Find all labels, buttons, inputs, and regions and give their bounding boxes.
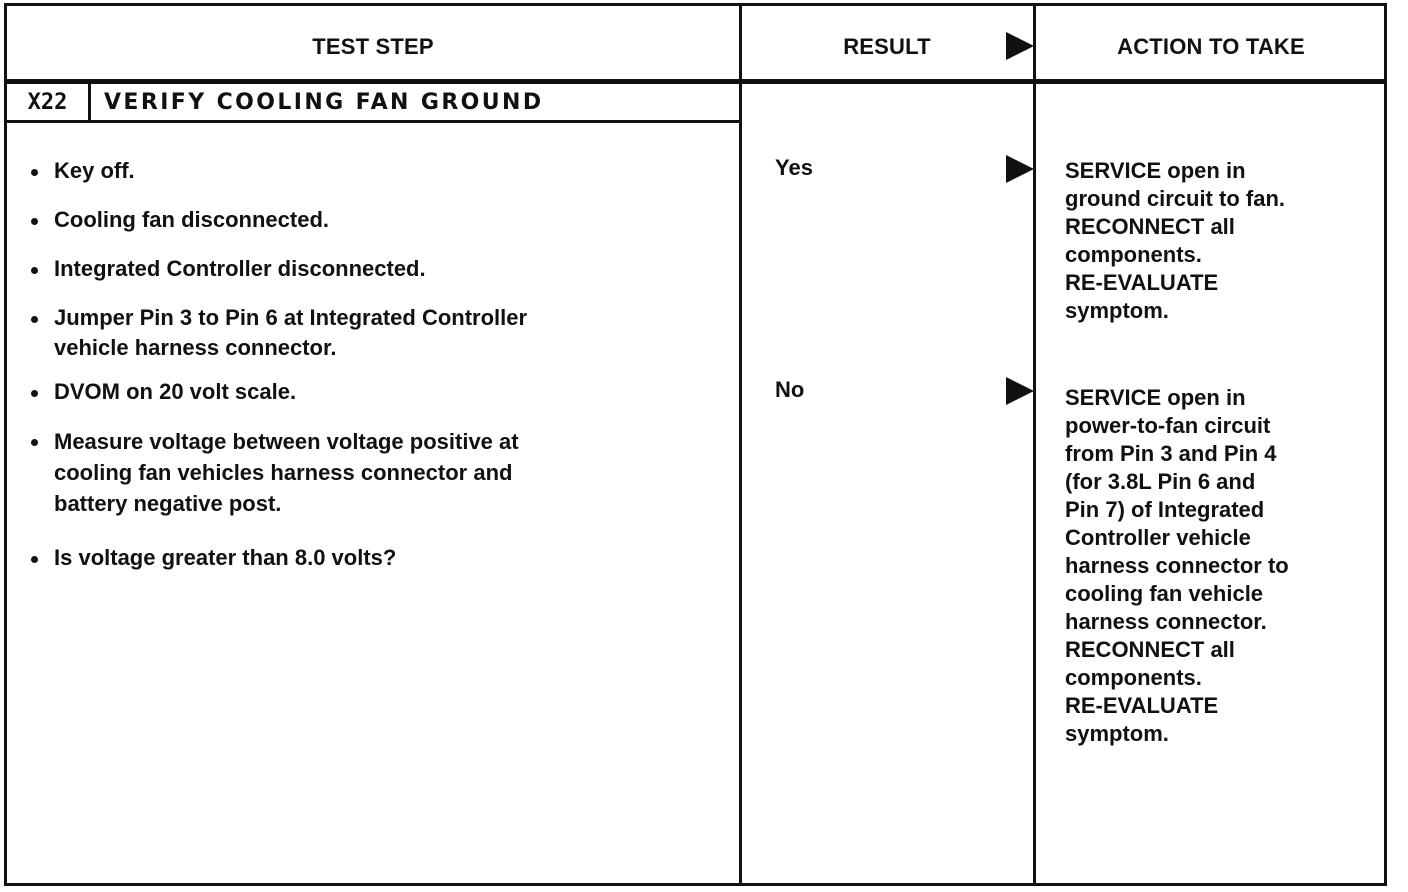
action-no [1065,384,1365,748]
bullet-icon [31,439,38,446]
list-item [28,377,588,407]
bullet-icon [31,267,38,274]
test-step-text: Key off. [54,158,135,183]
bullet-icon [31,169,38,176]
test-step-text: Jumper Pin 3 to Pin 6 at Integrated Controller vehicle harness connector. [54,305,528,360]
action-line: Pin 7) of Integrated [1065,497,1265,522]
arrow-right-icon [1006,32,1034,60]
action-line: power-to-fan circuit [1065,413,1271,438]
bullet-icon [31,316,38,323]
action-line: components. [1065,665,1202,690]
test-step-text: DVOM on 20 volt scale. [54,379,297,404]
result-no: No [775,377,805,402]
test-step-text: Integrated Controller disconnected. [54,256,426,281]
action-line: RECONNECT all [1065,214,1235,239]
header-rule-double [4,82,1387,84]
action-line: RE-EVALUATE [1065,693,1219,718]
action-line: SERVICE open in [1065,385,1246,410]
column-divider-action [1033,3,1036,886]
step-title: VERIFY COOLING FAN GROUND [104,90,544,115]
bullet-icon [31,218,38,225]
arrow-right-icon [1006,155,1034,183]
test-step-list [28,156,588,592]
list-item [28,156,588,186]
step-number: X22 [7,84,91,121]
action-line: ground circuit to fan. [1065,186,1285,211]
action-line: (for 3.8L Pin 6 and [1065,469,1256,494]
bullet-icon [31,390,38,397]
action-yes [1065,157,1365,325]
arrow-right-icon [1006,377,1034,405]
bullet-icon [31,556,38,563]
header-result: RESULT [843,34,931,59]
list-item [28,426,564,519]
action-line: from Pin 3 and Pin 4 [1065,441,1277,466]
action-line: harness connector. [1065,609,1267,634]
action-line: RE-EVALUATE [1065,270,1219,295]
list-item [28,543,588,573]
action-line: symptom. [1065,298,1169,323]
action-line: Controller vehicle [1065,525,1251,550]
step-title-rule [4,120,741,123]
action-line: SERVICE open in [1065,158,1246,183]
action-line: symptom. [1065,721,1169,746]
action-line: components. [1065,242,1202,267]
result-yes: Yes [775,155,813,180]
test-step-text: Is voltage greater than 8.0 volts? [54,545,397,570]
action-line: harness connector to [1065,553,1289,578]
header-test-step: TEST STEP [312,34,434,59]
action-line: RECONNECT all [1065,637,1235,662]
header-action-to-take: ACTION TO TAKE [1117,34,1305,59]
list-item [28,303,574,363]
test-step-text: Measure voltage between voltage positive at cooling fan vehicles harness connector and battery negative post. [54,429,519,516]
column-divider-result [739,3,742,886]
test-step-text: Cooling fan disconnected. [54,207,330,232]
list-item [28,205,588,235]
list-item [28,254,588,284]
action-line: cooling fan vehicle [1065,581,1264,606]
